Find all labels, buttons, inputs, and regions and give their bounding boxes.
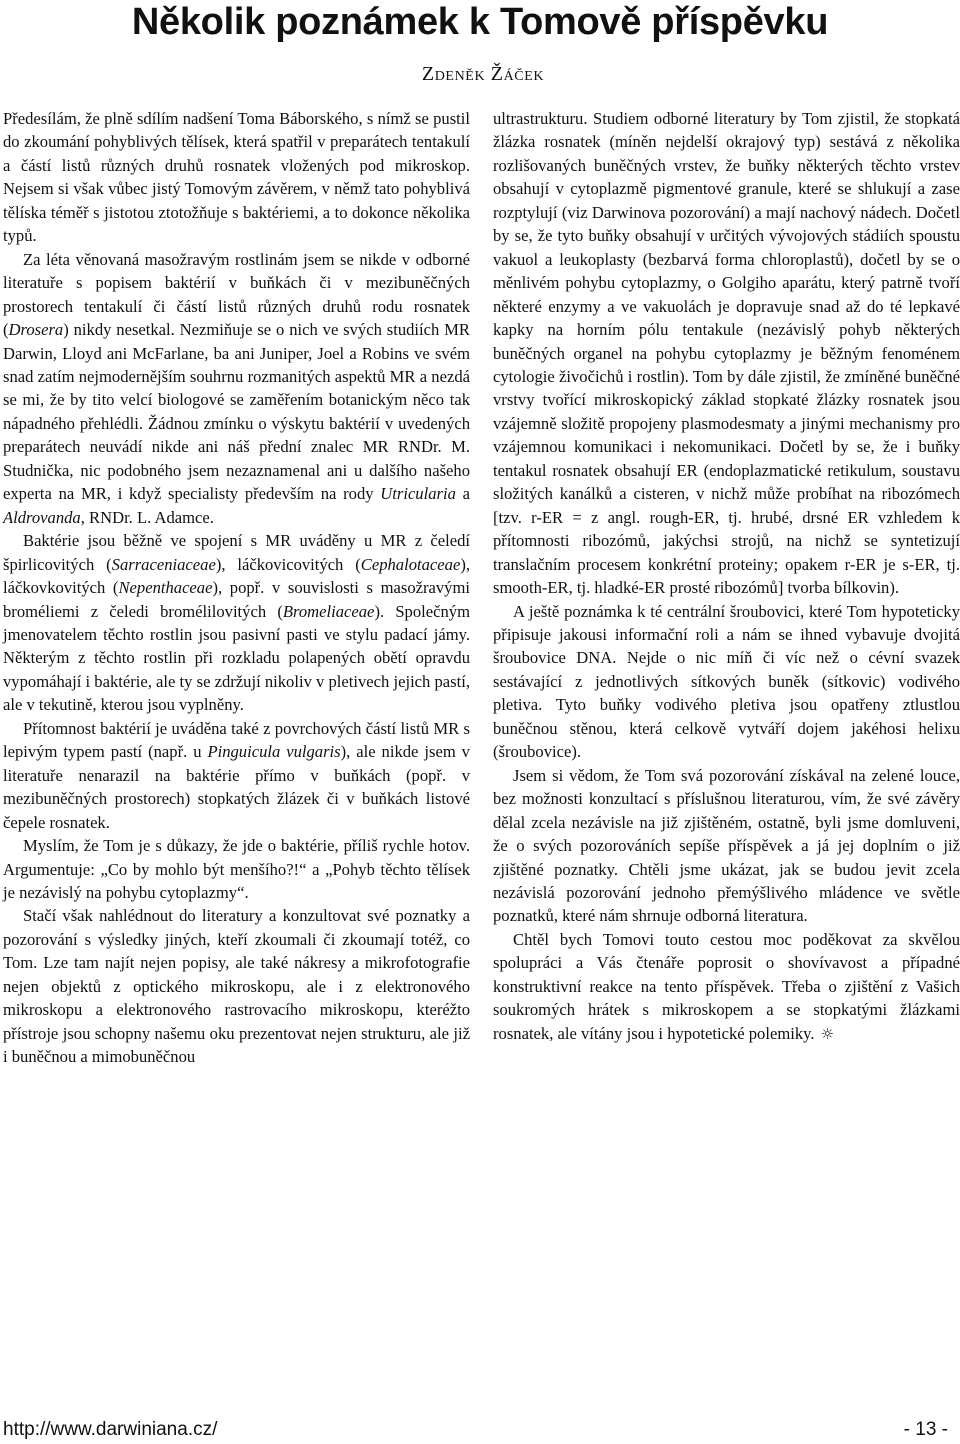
paragraph-text: Baktérie jsou běžně ve spojení s MR uváděny u MR z čeledí špirlicovitých ( [3, 531, 470, 574]
paragraph-text: Předesílám, že plně sdílím nadšení Toma Báborského, s nímž se pustil do zkoumání pohyblivých tělísek, která spatřil v preparátech tentakulí a částí listů různých druhů rosnatek vložených pod mikroskop. Nejsem si však vůbec jistý Tomovým závěrem, v němž tato pohyblivá tělíska téměř s jistotou ztotožňuje s baktériemi, a to dokonce několika typů. [3, 109, 470, 246]
paragraph-text: ), láčkovicovitých ( [215, 554, 361, 574]
paragraph-text: Stačí však nahlédnout do literatury a konzultovat své poznatky a pozorování s výsledky jiných, kteří zkoumali či zkoumají totéž, co Tom. Lze tam najít nejen popisy, ale také nákresy a mikrofotografie nejen objektů z optického mikroskopu, ale i z elektronového mikroskopu a elektronového rastrovacího mikroskopu, kteréžto přístroje jsou schopny našemu oku prezentovat nejen strukturu, ale již i buněčnou a mimobuněčnou [3, 906, 470, 1067]
paragraph-argument [3, 834, 470, 904]
paragraph-text: A ještě poznámka k té centrální šroubovici, které Tom hypoteticky připisuje jakousi informační roli a nám se ihned vybavuje dvojitá šroubovice DNA. Nejde o nic míň či víc než o cévní svazek sestávající z jednotlivých sítkových buněk (sítkovic) vodivého pletiva. Tyto buňky vodivého pletiva jsou opatřeny ztlustlou buněčnou stěnou, která celkově vytváří dojem jakéhosi helixu (šroubovice). [493, 601, 960, 762]
right-column [493, 107, 960, 1046]
paragraph-presence [3, 717, 470, 834]
paragraph-helix [493, 600, 960, 764]
paragraph-aware [493, 764, 960, 928]
page-footer [3, 1419, 948, 1441]
paragraph-literature [3, 248, 470, 529]
author-name: Zdeněk Žáček [421, 63, 545, 85]
paragraph-text: Jsem si vědom, že Tom svá pozorování získával na zelené louce, bez možnosti konzultací s příslušnou literaturou, vím, že své závěry dělal zcela nezávisle na již zjištěném, ostatně, byli jsme domluveni, že o svých pozorováních sepíše příspěvek a já jej doplním o již zjištěné poznatky. Chtěli jsme ukázat, jak se budou jevit zcela nezávislá pozorování jednoho přemýšlivého mládence ve světle poznatků, které nám shrnuje odborná literatura. [493, 765, 960, 926]
left-column [3, 107, 470, 1069]
paragraph-text: ), ale nikde jsem v literatuře nenarazil na baktérie přímo v buňkách (popř. v mezibuněčných prostorech) stopkatých žlázek či v buňkách listové čepele rosnatek. [3, 742, 470, 832]
page-number: - 13 - [903, 1419, 948, 1440]
paragraph-text: ) nikdy nesetkal. Nezmiňuje se o nich ve svých studiích MR Darwin, Lloyd ani McFarlane, ba ani Juniper, Joel a Robins ve svém snad zatím nejmodernějším souhrnu rozmanitých aspektů MR a nezdá se mi, že by tito velcí biologové se zaměřením botanickým něco tak nápadného přehlédli. Žádnou zmínku o výskytu baktérií v uvedených preparátech neuvádí nikde ani náš přední znalec MR RNDr. M. Studnička, nic podobného jsem nezaznamenal ani u dalšího našeho experta na MR, i když specialisty především na rody [3, 320, 470, 504]
article-title: Několik poznámek k Tomově příspěvku [131, 1, 829, 43]
paragraph-intro [3, 107, 470, 248]
paragraph-text: Chtěl bych Tomovi touto cestou moc poděkovat za skvělou spolupráci a Vás čtenáře poprosit o shovívavost a případné konstruktivní reakce na tento příspěvek. Třeba o zjištění z Vašich soukromých hrátek s mikroskopem a se stopkatými žlázkami rosnatek, ale vítány jsou i hypotetické polemiky. [493, 929, 960, 1043]
paragraph-text: Přítomnost baktérií je uváděna také z povrchových částí listů MR s lepivým typem pastí (např. u [3, 718, 470, 762]
latin-species-name: Pinguicula vulgaris [207, 742, 341, 762]
paragraph-text: , RNDr. L. Adamce. [80, 507, 214, 527]
footer-url: http://www.darwiniana.cz/ [3, 1419, 218, 1440]
latin-family-name: Nepenthaceae [118, 578, 213, 598]
paragraph-text: Za léta věnovaná masožravým rostlinám jsem se nikde v odborné literatuře s popisem baktérií v buňkách či v mezibuněčných prostorech tentakulí či částí listů různých druhů rodu rosnatek ( [3, 249, 470, 340]
latin-family-name: Cephalotaceae [360, 554, 461, 574]
paragraph-ultrastructure [493, 107, 960, 600]
paragraph-text: Myslím, že Tom je s důkazy, že jde o baktérie, příliš rychle hotov. Argumentuje: „Co by mohlo být menšího?!“ a „Pohyb těchto tělísek je nezávislý na pohybu cytoplazmy“. [3, 836, 470, 902]
paragraph-text: ), popř. v souvislosti s masožravými broméliemi z čeledi bromélilovitých ( [3, 578, 470, 621]
latin-genus-name: Utricularia [380, 484, 456, 504]
paragraph-look-into-literature [3, 904, 470, 1068]
latin-family-name: Bromeliaceae [282, 601, 375, 621]
paragraph-thanks [493, 928, 960, 1046]
paragraph-families [3, 529, 470, 717]
sun-end-mark-icon: ☼ [820, 1024, 834, 1043]
latin-genus-name: Drosera [8, 320, 64, 340]
paragraph-text: ). Společným jmenovatelem těchto rostlin jsou pasivní pasti ve stylu padací jámy. Některým z těchto rostlin při rozkladu polapených obětí opravdu vypomáhají i baktérie, ale ty se zdržují nikoliv v pletivech jejich pastí, ale v tekutině, kterou jsou vyplněny. [3, 601, 470, 715]
latin-genus-name: Aldrovanda [3, 507, 81, 527]
paragraph-text: a [455, 484, 471, 504]
paragraph-text: ), láčkovkovitých ( [3, 554, 470, 598]
latin-family-name: Sarraceniaceae [111, 554, 216, 574]
paragraph-text: ultrastrukturu. Studiem odborné literatury by Tom zjistil, že stopkatá žlázka rosnatek (míněn nejdelší okrajový typ) sestává z několika rozlišovaných buněčných vrstev, že buňky některých těchto vrstev obsahují v cytoplazmě pigmentové granule, které se shlukují a zase rozptylují (viz Darwinova pozorování) a mají nachový nádech. Dočetl by se, že tyto buňky obsahují v určitých vývojových stádiích spoustu vakuol a leukoplasty (bezbarvá forma chloroplastů), dočetl by se o měnlivém pohybu cytoplazmy, o Golgiho aparátu, který patrně tvoří některé enzymy a ve vakuolách je dopravuje snad až do té lepkavé kapky na horním pólu tentakule (nezávislý pohyb některých buněčných organel na pohybu cytoplazmy je běžným fenoménem cytologie živočichů i rostlin). Tom by dále zjistil, že zmíněné buněčné vrstvy tvořící mikroskopický základ stopkaté žlázky rosnatek jsou vzájemně složitě propojeny plasmodesmaty a jinými mechanismy pro vzájemnou komunikaci i nekomunikaci. Dočetl by se, že i buňky tentakul rosnatek obsahují ER (endoplazmatické retikulum, soustavu složitých kanálků a cisteren, v nichž může probíhat na ribozómech [tzv. r-ER = z angl. rough-ER, tj. hrubé, drsné ER vzhledem k přítomnosti ribozómů, jakýchsi strojů, na nichž se syntetizují translačním procesem konkrétní proteiny; opakem r-ER je s-ER, tj. smooth-ER, tj. hladké-ER prosté ribozómů] tvorba bílkovin). [493, 109, 960, 598]
